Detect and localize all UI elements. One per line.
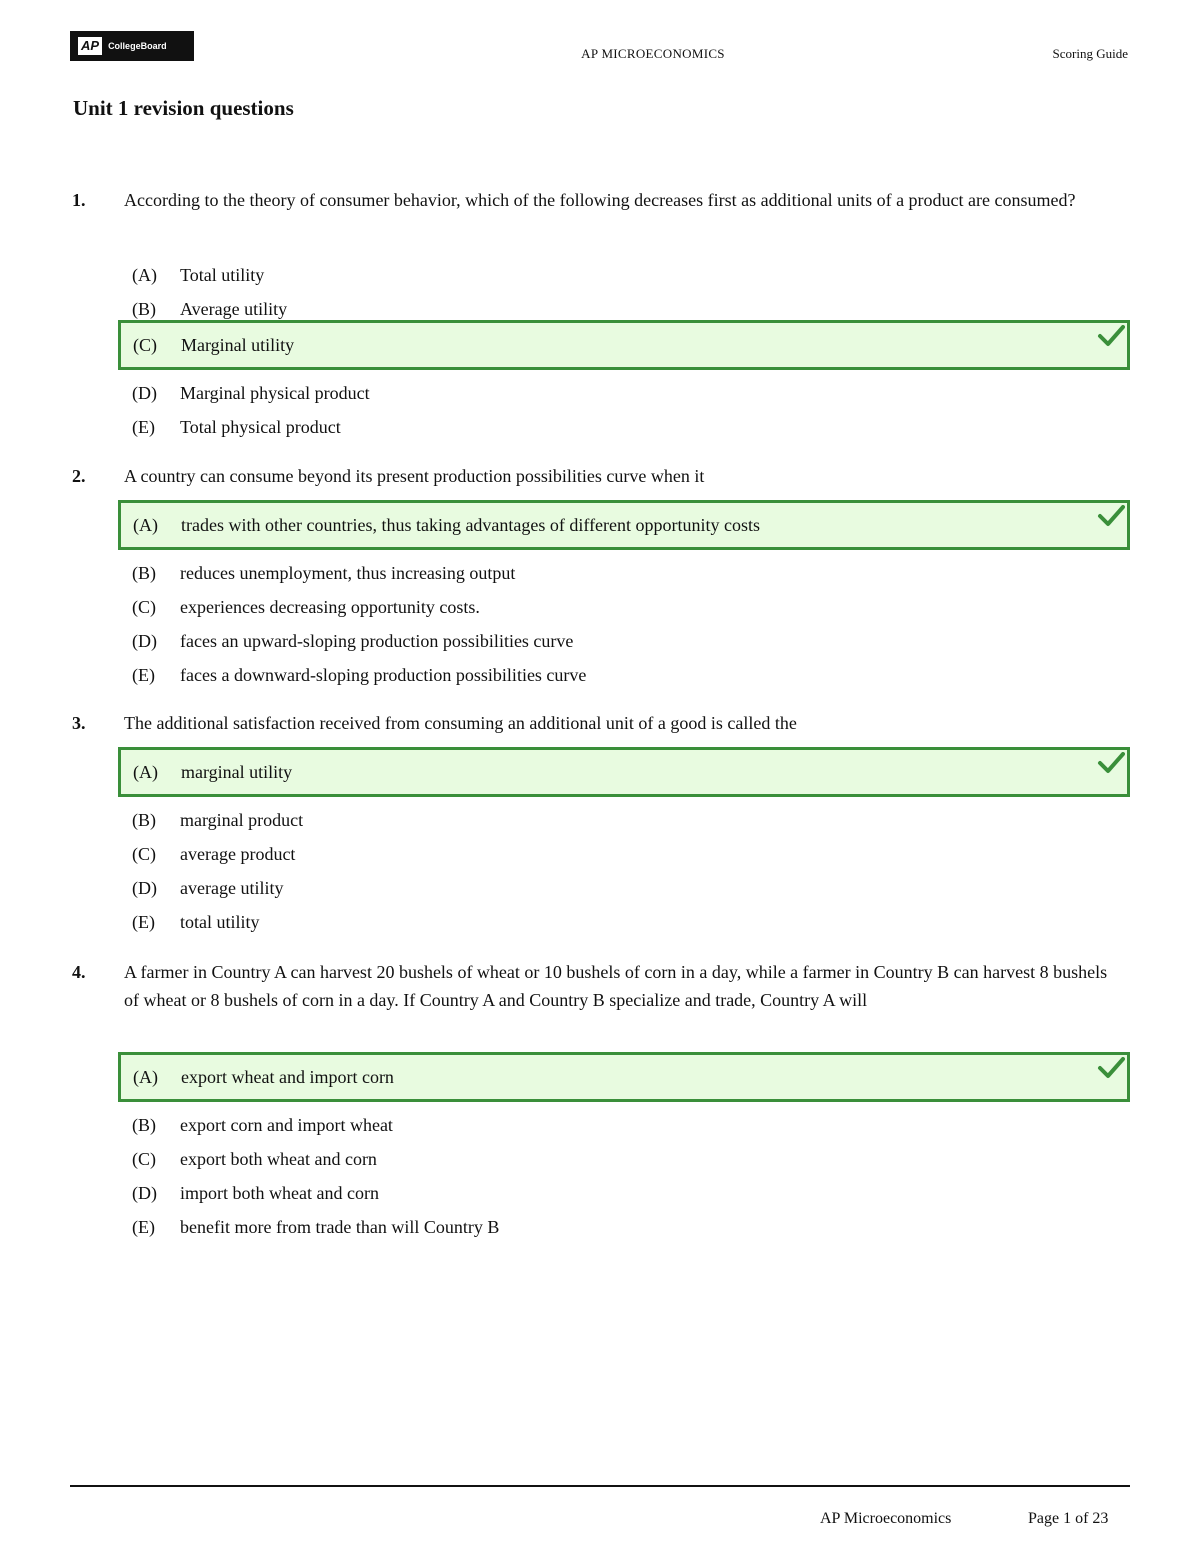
check-icon (1097, 505, 1125, 527)
option-letter: (C) (132, 597, 156, 617)
option-text: export both wheat and corn (180, 1149, 377, 1169)
option-letter: (B) (132, 810, 156, 830)
question-number: 2. (72, 466, 86, 486)
question-text: According to the theory of consumer behavior, which of the following decreases first as additional units of a product are consumed? (124, 190, 1076, 210)
option-text: export wheat and import corn (181, 1067, 394, 1087)
answer-option (118, 650, 1130, 700)
question-number: 1. (72, 190, 86, 210)
correct-answer-option (118, 500, 1130, 550)
option-text: reduces unemployment, thus increasing output (180, 563, 516, 583)
option-text: faces an upward-sloping production possibilities curve (180, 631, 574, 651)
option-letter: (B) (132, 563, 156, 583)
option-text: marginal product (180, 810, 304, 830)
option-letter: (D) (132, 631, 157, 651)
option-text: average product (180, 844, 296, 864)
question-text: A farmer in Country A can harvest 20 bushels of wheat or 10 bushels of corn in a day, while a farmer in Country B can harvest 8 bushels of wheat or 8 bushels of corn in a day. If Country A and Country B specialize and trade, Country A will (124, 962, 1108, 1010)
option-letter: (E) (132, 665, 155, 685)
option-letter: (D) (132, 878, 157, 898)
option-letter: (C) (132, 1149, 156, 1169)
option-letter: (A) (133, 515, 158, 535)
option-letter: (E) (132, 912, 155, 932)
option-text: Marginal utility (181, 335, 295, 355)
option-letter: (E) (132, 417, 155, 437)
option-letter: (B) (132, 299, 156, 319)
check-icon (1097, 752, 1125, 774)
footer-divider (70, 1485, 1130, 1487)
option-text: trades with other countries, thus taking advantages of different opportunity costs (181, 515, 761, 535)
page-header (0, 0, 1200, 80)
option-letter: (B) (132, 1115, 156, 1135)
ap-logo-mark: AP (78, 37, 102, 55)
option-text: average utility (180, 878, 284, 898)
collegeboard-wordmark: CollegeBoard (108, 41, 167, 51)
option-letter: (E) (132, 1217, 155, 1237)
option-letter: (D) (132, 383, 157, 403)
option-text: benefit more from trade than will Country B (180, 1217, 500, 1237)
option-letter: (D) (132, 1183, 157, 1203)
option-letter: (A) (132, 265, 157, 285)
footer-course-name: AP Microeconomics (820, 1510, 952, 1527)
option-text: Average utility (180, 299, 288, 319)
option-text: total utility (180, 912, 260, 932)
option-letter: (C) (132, 844, 156, 864)
page-number: Page 1 of 23 (1028, 1510, 1109, 1527)
option-letter: (C) (133, 335, 157, 355)
option-text: experiences decreasing opportunity costs. (180, 597, 480, 617)
option-letter: (A) (133, 1067, 158, 1087)
option-text: Total utility (180, 265, 265, 285)
answer-option (118, 402, 1130, 452)
option-text: Marginal physical product (180, 383, 370, 403)
correct-answer-option (118, 747, 1130, 797)
check-icon (1097, 1057, 1125, 1079)
page-title: Unit 1 revision questions (73, 96, 294, 120)
answer-option (118, 1202, 1130, 1252)
correct-answer-option (118, 1052, 1130, 1102)
answer-option (118, 897, 1130, 947)
correct-answer-option (118, 320, 1130, 370)
header-subject: AP MICROECONOMICS (581, 46, 725, 61)
option-text: faces a downward-sloping production possibilities curve (180, 665, 587, 685)
option-text: import both wheat and corn (180, 1183, 379, 1203)
option-text: marginal utility (181, 762, 293, 782)
option-letter: (A) (133, 762, 158, 782)
question-text: A country can consume beyond its present production possibilities curve when it (124, 466, 705, 486)
header-doc-type: Scoring Guide (1052, 46, 1128, 61)
question-number: 3. (72, 713, 86, 733)
question-text: The additional satisfaction received from consuming an additional unit of a good is called the (124, 713, 797, 733)
question-number: 4. (72, 962, 86, 982)
option-text: export corn and import wheat (180, 1115, 393, 1135)
check-icon (1097, 325, 1125, 347)
option-text: Total physical product (180, 417, 341, 437)
